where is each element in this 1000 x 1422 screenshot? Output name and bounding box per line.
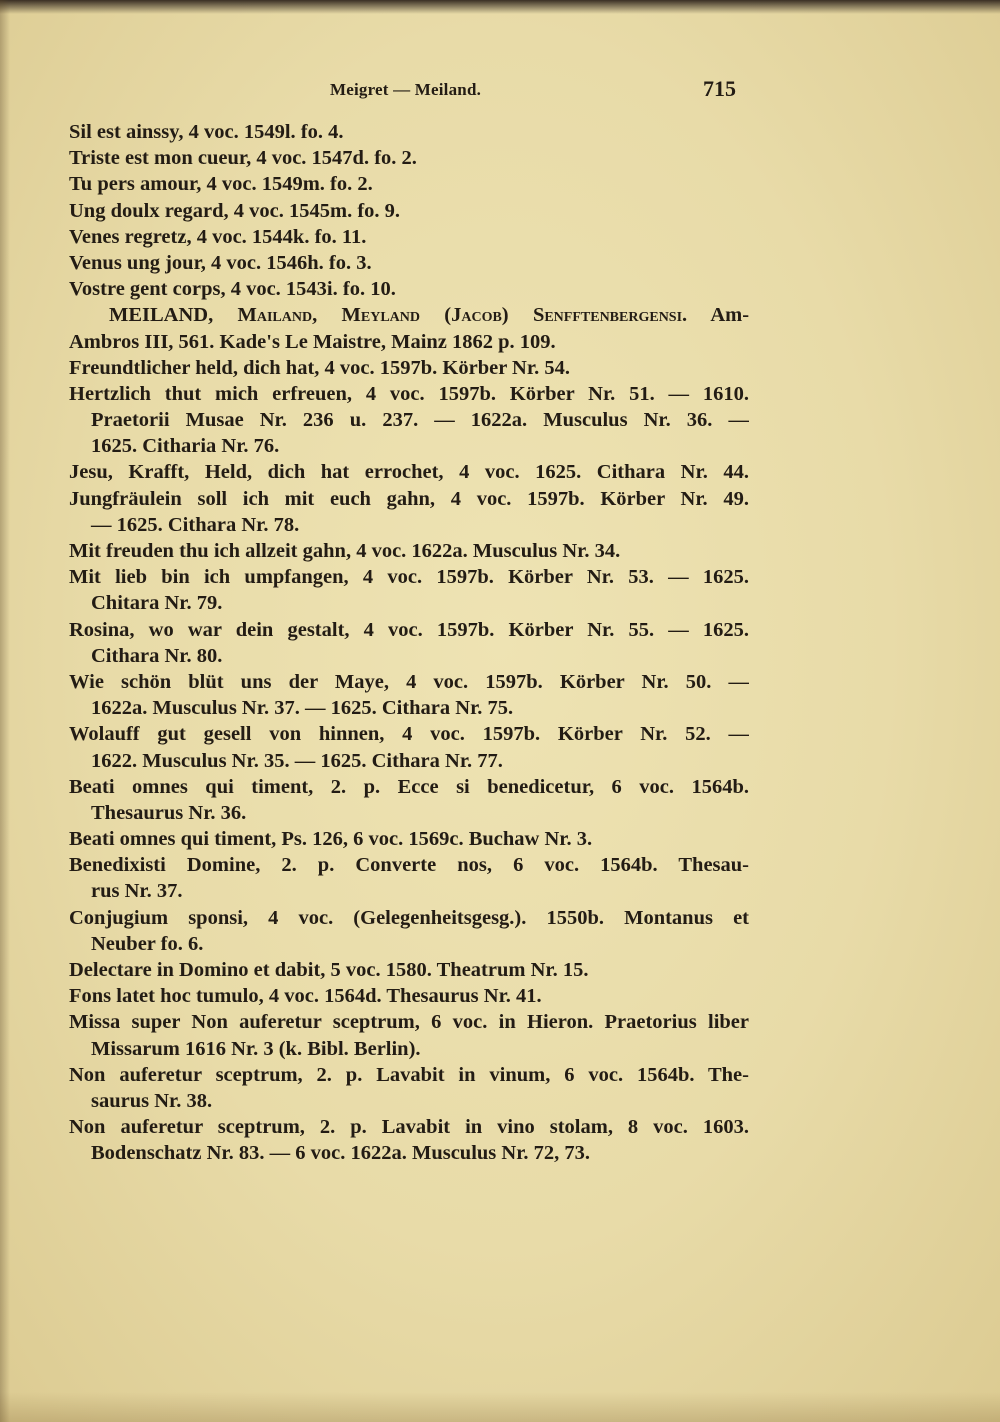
entry-line: Triste est mon cueur, 4 voc. 1547d. fo. 2. [69, 147, 417, 170]
entry-line: Venes regretz, 4 voc. 1544k. fo. 11. [69, 225, 367, 248]
entry-line: Missa super Non auferetur sceptrum, 6 voc. in Hieron. Praetorius liber [69, 1011, 749, 1034]
entry-line: saurus Nr. 38. [91, 1089, 213, 1112]
page-number: 715 [703, 76, 736, 101]
entry-line: Conjugium sponsi, 4 voc. (Gelegenheitsgesg.). 1550b. Montanus et [69, 906, 749, 929]
page-top-shadow [0, 0, 1000, 14]
entry-line: Missarum 1616 Nr. 3 (k. Bibl. Berlin). [91, 1037, 421, 1060]
page-bottom-stain [0, 1392, 1000, 1422]
entry-line: 1622a. Musculus Nr. 37. — 1625. Cithara Nr. 75. [91, 697, 514, 720]
entry-line: Thesaurus Nr. 36. [91, 801, 247, 824]
entry-line: Freundtlicher held, dich hat, 4 voc. 1597b. Körber Nr. 54. [69, 356, 570, 379]
entry-line: Ambros III, 561. Kade's Le Maistre, Mainz 1862 p. 109. [69, 330, 556, 353]
entry-line: Wie schön blüt uns der Maye, 4 voc. 1597b. Körber Nr. 50. — [69, 670, 749, 693]
composer-given-name: (Jacob) [444, 304, 509, 327]
entry-line: Beati omnes qui timent, Ps. 126, 6 voc. 1569c. Buchaw Nr. 3. [69, 828, 593, 851]
entry-line: Non auferetur sceptrum, 2. p. Lavabit in vinum, 6 voc. 1564b. The- [69, 1063, 749, 1086]
entry-line: Benedixisti Domine, 2. p. Converte nos, 6 voc. 1564b. Thesau- [69, 854, 749, 877]
entry-list [69, 119, 749, 1167]
entry-line: Tu pers amour, 4 voc. 1549m. fo. 2. [69, 173, 373, 196]
entry-line: Non auferetur sceptrum, 2. p. Lavabit in vino stolam, 8 voc. 1603. [69, 1116, 749, 1139]
entry-line: Hertzlich thut mich erfreuen, 4 voc. 1597b. Körber Nr. 51. — 1610. [69, 382, 749, 405]
composer-place: Senfftenbergensi. [532, 304, 688, 327]
composer-heading [69, 302, 749, 328]
entry-line: rus Nr. 37. [91, 880, 183, 903]
entry-line: Venus ung jour, 4 voc. 1546h. fo. 3. [69, 251, 372, 274]
entry-line: Rosina, wo war dein gestalt, 4 voc. 1597b. Körber Nr. 55. — 1625. [69, 618, 749, 641]
composer-variant: Meyland [341, 304, 420, 327]
running-head: Meigret — Meiland. [330, 80, 482, 99]
entry-line: Mit lieb bin ich umpfangen, 4 voc. 1597b. Körber Nr. 53. — 1625. [69, 566, 749, 589]
entry-line: Chitara Nr. 79. [91, 592, 223, 615]
entry-line: 1622. Musculus Nr. 35. — 1625. Cithara Nr. 77. [91, 749, 503, 772]
entry-line: Bodenschatz Nr. 83. — 6 voc. 1622a. Musculus Nr. 72, 73. [91, 1142, 591, 1165]
entry-line: Cithara Nr. 80. [91, 644, 223, 667]
composer-variant: Mailand, [237, 304, 318, 327]
entry-line: Beati omnes qui timent, 2. p. Ecce si benedicetur, 6 voc. 1564b. [69, 775, 749, 798]
entry-line: Vostre gent corps, 4 voc. 1543i. fo. 10. [69, 278, 396, 301]
entry-line: 1625. Citharia Nr. 76. [91, 435, 280, 458]
entry-line: Wolauff gut gesell von hinnen, 4 voc. 1597b. Körber Nr. 52. — [69, 723, 749, 746]
entry-line: Sil est ainssy, 4 voc. 1549l. fo. 4. [69, 121, 344, 143]
entry-line: Ung doulx regard, 4 voc. 1545m. fo. 9. [69, 199, 401, 222]
composer-heading-tail: Am- [710, 304, 749, 327]
entry-line: Jungfräulein soll ich mit euch gahn, 4 voc. 1597b. Körber Nr. 49. [69, 487, 749, 510]
entry-line: Mit freuden thu ich allzeit gahn, 4 voc. 1622a. Musculus Nr. 34. [69, 540, 621, 562]
entry-line: Fons latet hoc tumulo, 4 voc. 1564d. Thesaurus Nr. 41. [69, 985, 542, 1008]
entry-line: Jesu, Krafft, Held, dich hat errochet, 4 voc. 1625. Cithara Nr. 44. [69, 461, 749, 484]
entry-line: Praetorii Musae Nr. 236 u. 237. — 1622a. Musculus Nr. 36. — [91, 409, 749, 432]
entry-line: Delectare in Domino et dabit, 5 voc. 1580. Theatrum Nr. 15. [69, 959, 589, 981]
page-left-shadow [0, 0, 10, 1422]
entry-line: — 1625. Cithara Nr. 78. [91, 513, 300, 536]
entry-line: Neuber fo. 6. [91, 932, 204, 955]
composer-name: MEILAND, [109, 304, 214, 327]
